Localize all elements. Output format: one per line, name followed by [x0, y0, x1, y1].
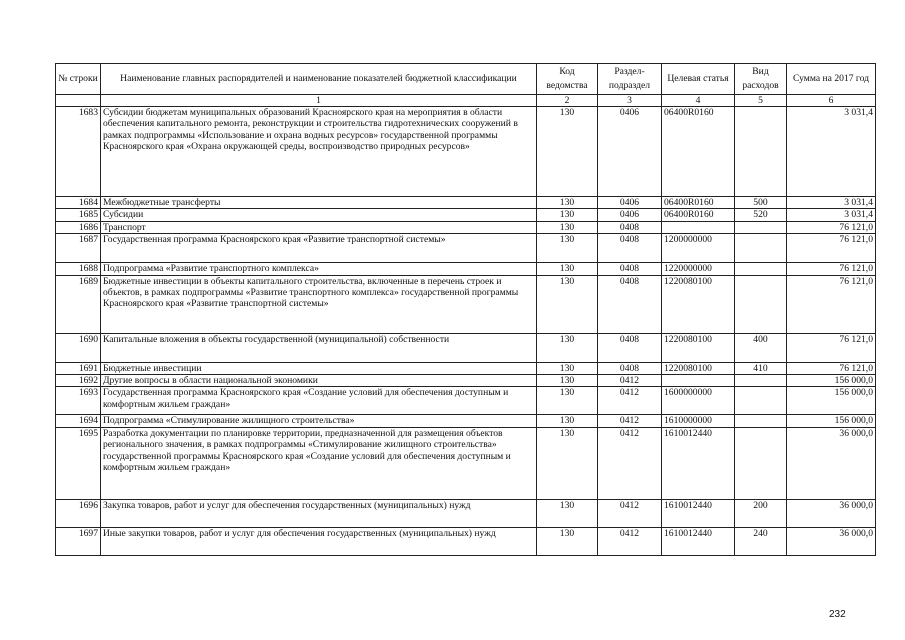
row-target: 06400R0160 — [662, 209, 735, 221]
row-amount: 3 031,4 — [787, 107, 876, 197]
row-section: 0408 — [598, 221, 662, 233]
row-section: 0408 — [598, 333, 662, 362]
row-name: Межбюджетные трансферты — [101, 197, 537, 209]
row-dept-code: 130 — [537, 387, 598, 415]
row-section: 0408 — [598, 275, 662, 333]
column-number: 2 — [537, 95, 598, 107]
row-number: 1691 — [56, 362, 101, 374]
row-expense-type — [735, 234, 787, 263]
row-section: 0412 — [598, 375, 662, 387]
column-number: 5 — [735, 95, 787, 107]
table-row — [56, 362, 876, 374]
row-section: 0406 — [598, 209, 662, 221]
row-name: Подпрограмма «Стимулирование жилищного строительства» — [101, 415, 537, 427]
row-dept-code: 130 — [537, 221, 598, 233]
header-row — [56, 64, 876, 95]
row-expense-type — [735, 387, 787, 415]
row-amount: 156 000,0 — [787, 387, 876, 415]
row-section: 0412 — [598, 415, 662, 427]
row-section: 0412 — [598, 527, 662, 555]
header-dept-code: Код ведомства — [537, 64, 598, 95]
row-dept-code: 130 — [537, 527, 598, 555]
row-number: 1690 — [56, 333, 101, 362]
row-section: 0406 — [598, 197, 662, 209]
row-number: 1694 — [56, 415, 101, 427]
row-name: Бюджетные инвестиции — [101, 362, 537, 374]
row-amount: 76 121,0 — [787, 221, 876, 233]
row-expense-type — [735, 375, 787, 387]
column-number: 6 — [787, 95, 876, 107]
row-name: Закупка товаров, работ и услуг для обеспечения государственных (муниципальных) нужд — [101, 499, 537, 527]
row-number: 1693 — [56, 387, 101, 415]
row-amount: 76 121,0 — [787, 333, 876, 362]
row-section: 0412 — [598, 387, 662, 415]
row-number: 1683 — [56, 107, 101, 197]
row-name: Другие вопросы в области национальной экономики — [101, 375, 537, 387]
row-name: Бюджетные инвестиции в объекты капитального строительства, включенные в перечень строек и объектов, в рамках подпрограммы «Развитие транспортного комплекса» государственной программы Красноярского края «Развитие транспортной системы» — [101, 275, 537, 333]
table-row — [56, 387, 876, 415]
row-dept-code: 130 — [537, 499, 598, 527]
row-expense-type — [735, 415, 787, 427]
row-target: 1600000000 — [662, 387, 735, 415]
row-number: 1686 — [56, 221, 101, 233]
header-name: Наименование главных распорядителей и наименование показателей бюджетной классификации — [101, 64, 537, 95]
page-number: 232 — [829, 609, 846, 620]
row-number: 1696 — [56, 499, 101, 527]
table-row — [56, 527, 876, 555]
column-number: 1 — [101, 95, 537, 107]
row-expense-type: 410 — [735, 362, 787, 374]
row-target: 06400R0160 — [662, 197, 735, 209]
row-target: 1610012440 — [662, 427, 735, 499]
header-amount: Сумма на 2017 год — [787, 64, 876, 95]
row-dept-code: 130 — [537, 107, 598, 197]
table-row — [56, 375, 876, 387]
row-section: 0408 — [598, 263, 662, 275]
row-amount: 3 031,4 — [787, 209, 876, 221]
row-amount: 36 000,0 — [787, 499, 876, 527]
table-row — [56, 221, 876, 233]
column-number-blank — [56, 95, 101, 107]
row-amount: 156 000,0 — [787, 375, 876, 387]
row-dept-code: 130 — [537, 427, 598, 499]
row-target: 1200000000 — [662, 234, 735, 263]
row-name: Транспорт — [101, 221, 537, 233]
row-dept-code: 130 — [537, 234, 598, 263]
table-row — [56, 415, 876, 427]
row-number: 1688 — [56, 263, 101, 275]
row-dept-code: 130 — [537, 415, 598, 427]
row-target — [662, 221, 735, 233]
row-target: 1220080100 — [662, 333, 735, 362]
row-target: 1220000000 — [662, 263, 735, 275]
header-expense-type: Вид расходов — [735, 64, 787, 95]
table-row — [56, 209, 876, 221]
row-section: 0408 — [598, 234, 662, 263]
table-row — [56, 197, 876, 209]
row-name: Государственная программа Красноярского края «Создание условий для обеспечения доступным и комфортным жильем граждан» — [101, 387, 537, 415]
row-name: Субсидии бюджетам муниципальных образований Красноярского края на мероприятия в области обеспечения капитального ремонта, реконструкции и строительства гидротехнических сооружений в рамках подпрограммы «Использование и охрана водных ресурсов» государственной программы Красноярского края «Охрана окружающей среды, воспроизводство природных ресурсов» — [101, 107, 537, 197]
row-name: Разработка документации по планировке территории, предназначенной для размещения объектов регионального значения, в рамках подпрограммы «Стимулирование жилищного строительства» государственной программы Красноярского края «Создание условий для обеспечения доступным и комфортным жильем граждан» — [101, 427, 537, 499]
row-dept-code: 130 — [537, 362, 598, 374]
row-expense-type: 240 — [735, 527, 787, 555]
column-number-row — [56, 95, 876, 107]
row-number: 1687 — [56, 234, 101, 263]
row-amount: 36 000,0 — [787, 527, 876, 555]
row-name: Иные закупки товаров, работ и услуг для обеспечения государственных (муниципальных) нужд — [101, 527, 537, 555]
row-number: 1697 — [56, 527, 101, 555]
header-row-no: № строки — [56, 64, 101, 95]
row-name: Субсидии — [101, 209, 537, 221]
table-row — [56, 263, 876, 275]
row-amount: 156 000,0 — [787, 415, 876, 427]
row-number: 1685 — [56, 209, 101, 221]
row-number: 1689 — [56, 275, 101, 333]
row-amount: 3 031,4 — [787, 197, 876, 209]
row-number: 1684 — [56, 197, 101, 209]
row-amount: 76 121,0 — [787, 234, 876, 263]
table-row — [56, 107, 876, 197]
row-expense-type — [735, 427, 787, 499]
column-number: 3 — [598, 95, 662, 107]
row-section: 0406 — [598, 107, 662, 197]
row-amount: 36 000,0 — [787, 427, 876, 499]
row-section: 0412 — [598, 427, 662, 499]
row-expense-type: 200 — [735, 499, 787, 527]
row-expense-type — [735, 275, 787, 333]
table-row — [56, 427, 876, 499]
row-target: 1610012440 — [662, 527, 735, 555]
table-row — [56, 499, 876, 527]
table-row — [56, 333, 876, 362]
row-target — [662, 375, 735, 387]
row-dept-code: 130 — [537, 375, 598, 387]
header-target: Целевая статья — [662, 64, 735, 95]
row-section: 0412 — [598, 499, 662, 527]
row-expense-type — [735, 221, 787, 233]
budget-table — [55, 63, 876, 556]
row-dept-code: 130 — [537, 333, 598, 362]
row-amount: 76 121,0 — [787, 362, 876, 374]
row-expense-type: 520 — [735, 209, 787, 221]
row-expense-type: 400 — [735, 333, 787, 362]
table-row — [56, 275, 876, 333]
row-expense-type: 500 — [735, 197, 787, 209]
row-target: 1220080100 — [662, 275, 735, 333]
row-dept-code: 130 — [537, 263, 598, 275]
row-name: Государственная программа Красноярского края «Развитие транспортной системы» — [101, 234, 537, 263]
header-section: Раздел-подраздел — [598, 64, 662, 95]
row-name: Подпрограмма «Развитие транспортного комплекса» — [101, 263, 537, 275]
row-amount: 76 121,0 — [787, 275, 876, 333]
row-name: Капитальные вложения в объекты государственной (муниципальной) собственности — [101, 333, 537, 362]
table-row — [56, 234, 876, 263]
row-amount: 76 121,0 — [787, 263, 876, 275]
row-section: 0408 — [598, 362, 662, 374]
row-dept-code: 130 — [537, 209, 598, 221]
row-expense-type — [735, 263, 787, 275]
row-target: 06400R0160 — [662, 107, 735, 197]
row-number: 1692 — [56, 375, 101, 387]
row-expense-type — [735, 107, 787, 197]
row-number: 1695 — [56, 427, 101, 499]
row-target: 1220080100 — [662, 362, 735, 374]
row-dept-code: 130 — [537, 197, 598, 209]
column-number: 4 — [662, 95, 735, 107]
row-dept-code: 130 — [537, 275, 598, 333]
row-target: 1610000000 — [662, 415, 735, 427]
row-target: 1610012440 — [662, 499, 735, 527]
